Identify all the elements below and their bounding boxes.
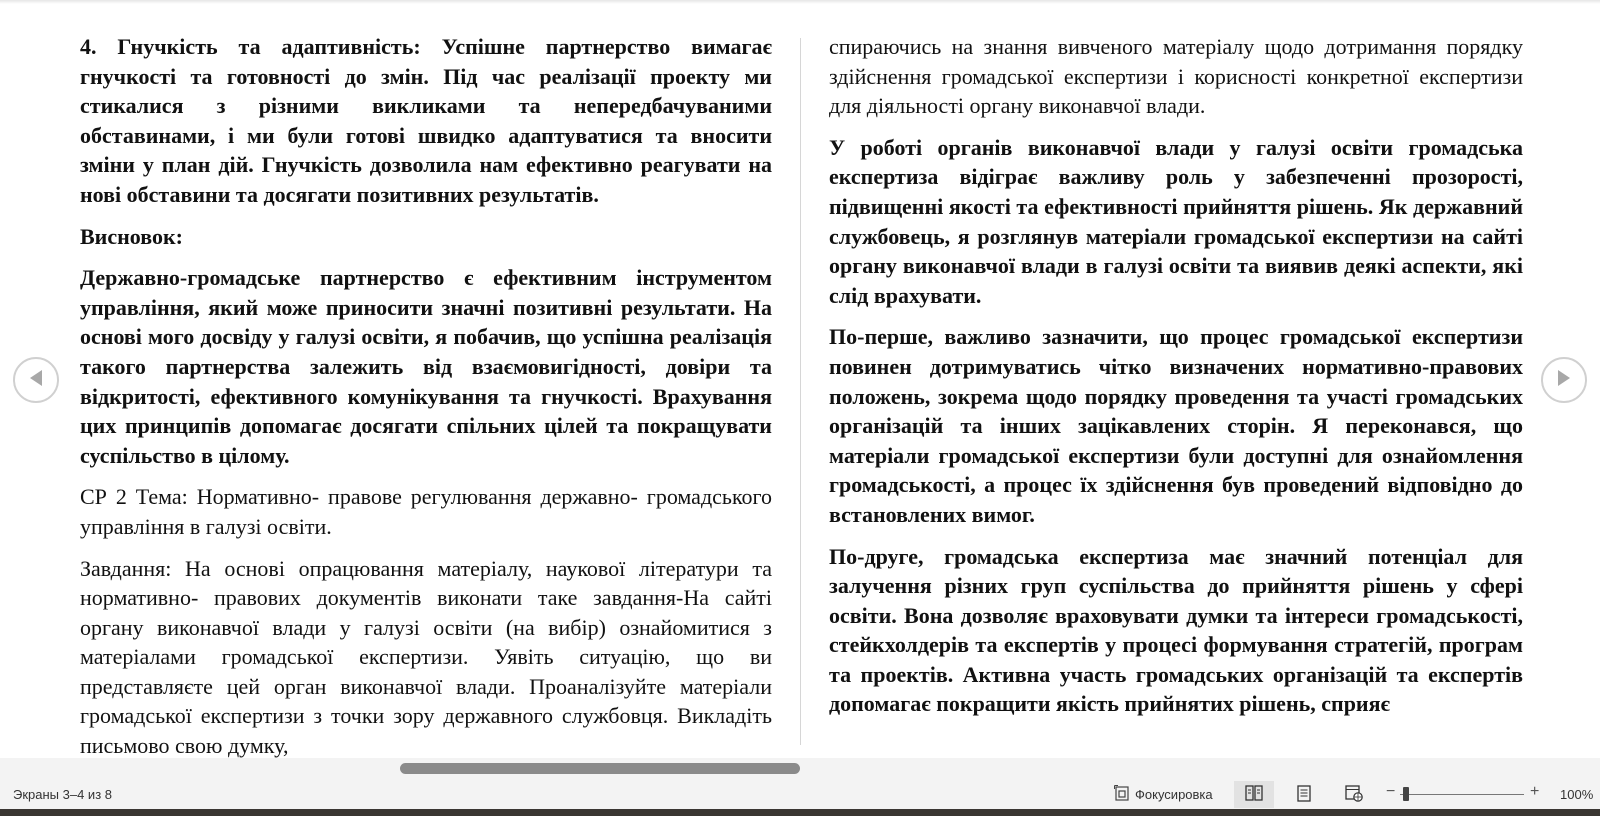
zoom-slider[interactable] (1400, 794, 1524, 795)
arrow-right-icon (1556, 369, 1572, 391)
paragraph: 4. Гнучкість та адаптивність: Успішне партнерство вимагає гнучкості та готовності до змін. Під час реалізації проекту ми стикалися з різними викликами та непередбачуваними обставинами, і ми були готові швидко адаптуватися та вносити зміни у план дій. Гнучкість дозволила нам ефективно реагувати на нові обставини та досягати позитивних результатів. (80, 34, 772, 207)
paragraph: У роботі органів виконавчої влади у галузі освіти громадська експертиза відіграє важливу роль у забезпеченні прозорості, підвищенні якості та ефективності прийняття рішень. Як державний службовець, я розглянув матеріали громадської експертизи на сайті органу виконавчої влади в галузі освіти та виявив деякі аспекти, які слід врахувати. (829, 134, 1523, 308)
paragraph: Державно-громадське партнерство є ефективним інструментом управління, який може приносити значні позитивні результати. На основі мого досвіду у галузі освіти, я побачив, що успішна реалізація такого партнерства залежить від взаємовигідності, довіри та відкритості, ефективного комунікування та гнучкості. Врахування цих принципів допомагає досягати спільних цілей та покращувати суспільство в цілому. (80, 265, 772, 468)
zoom-out-button[interactable]: − (1386, 783, 1396, 800)
paragraph: спираючись на знання вивченого матеріалу щодо дотримання порядку здійснення громадської експертизи і корисності конкретної експертизи для діяльності органу виконавчої влади. (829, 34, 1523, 119)
focus-mode-button[interactable] (1114, 783, 1213, 806)
right-page (829, 32, 1523, 731)
taskbar-edge (0, 809, 1600, 816)
arrow-left-icon (28, 369, 44, 391)
previous-screen-button[interactable] (13, 357, 59, 403)
zoom-slider-thumb[interactable] (1403, 787, 1409, 801)
paragraph: По-друге, громадська експертиза має значний потенціал для залучення різних груп суспільства до прийняття рішень у сфері освіти. Вона дозволяє враховувати думки та інтереси громадськості, стейкхолдерів та експертів у процесі формування стратегій, програм та проектів. Активна участь громадських організацій та експертів допомагає покращити якість прийнятих рішень, сприяє (829, 543, 1523, 717)
screen-counter: Экраны 3–4 из 8 (13, 787, 112, 802)
focus-mode-label: Фокусировка (1135, 787, 1213, 802)
print-layout-button[interactable] (1284, 781, 1324, 808)
web-layout-button[interactable] (1334, 781, 1374, 808)
status-bar (0, 780, 1600, 809)
print-layout-icon (1297, 785, 1311, 805)
paragraph-heading: Висновок: (80, 223, 183, 249)
web-layout-icon (1345, 785, 1363, 805)
paragraph: СР 2 Тема: Нормативно- правове регулювання державно- громадського управління в галузі освіти. (80, 484, 772, 539)
focus-icon (1114, 785, 1131, 805)
left-page (80, 32, 772, 773)
paragraph: Завдання: На основі опрацювання матеріалу, наукової літератури та нормативно- правових документів виконати таке завдання-На сайті органу виконавчої влади у галузі освіти (на вибір) ознайомитися з матеріалами громадської експертизи. Уявіть ситуацію, що ви представляєте цей орган виконавчої влади. Проаналізуйте матеріали громадської експертизи з точки зору державного службовця. Викладіть письмово свою думку, (80, 555, 772, 759)
zoom-in-button[interactable]: + (1530, 783, 1540, 800)
zoom-level[interactable]: 100% (1560, 787, 1594, 802)
read-mode-icon (1245, 785, 1263, 804)
paragraph: По-перше, важливо зазначити, що процес громадської експертизи повинен дотримуватись чітко визначених нормативно-правових положень, зокрема щодо порядку проведення та участі громадських організацій та інших зацікавлених сторін. Я переконався, що матеріали громадської експертизи були доступні для ознайомлення громадськості, а процес їх здійснення був проведений відповідно до встановлених вимог. (829, 324, 1523, 527)
next-screen-button[interactable] (1541, 357, 1587, 403)
horizontal-scrollbar[interactable] (0, 758, 1600, 780)
read-mode-button[interactable] (1234, 781, 1274, 808)
scrollbar-thumb[interactable] (400, 763, 800, 774)
top-edge (0, 0, 1600, 4)
page-divider (800, 38, 801, 745)
